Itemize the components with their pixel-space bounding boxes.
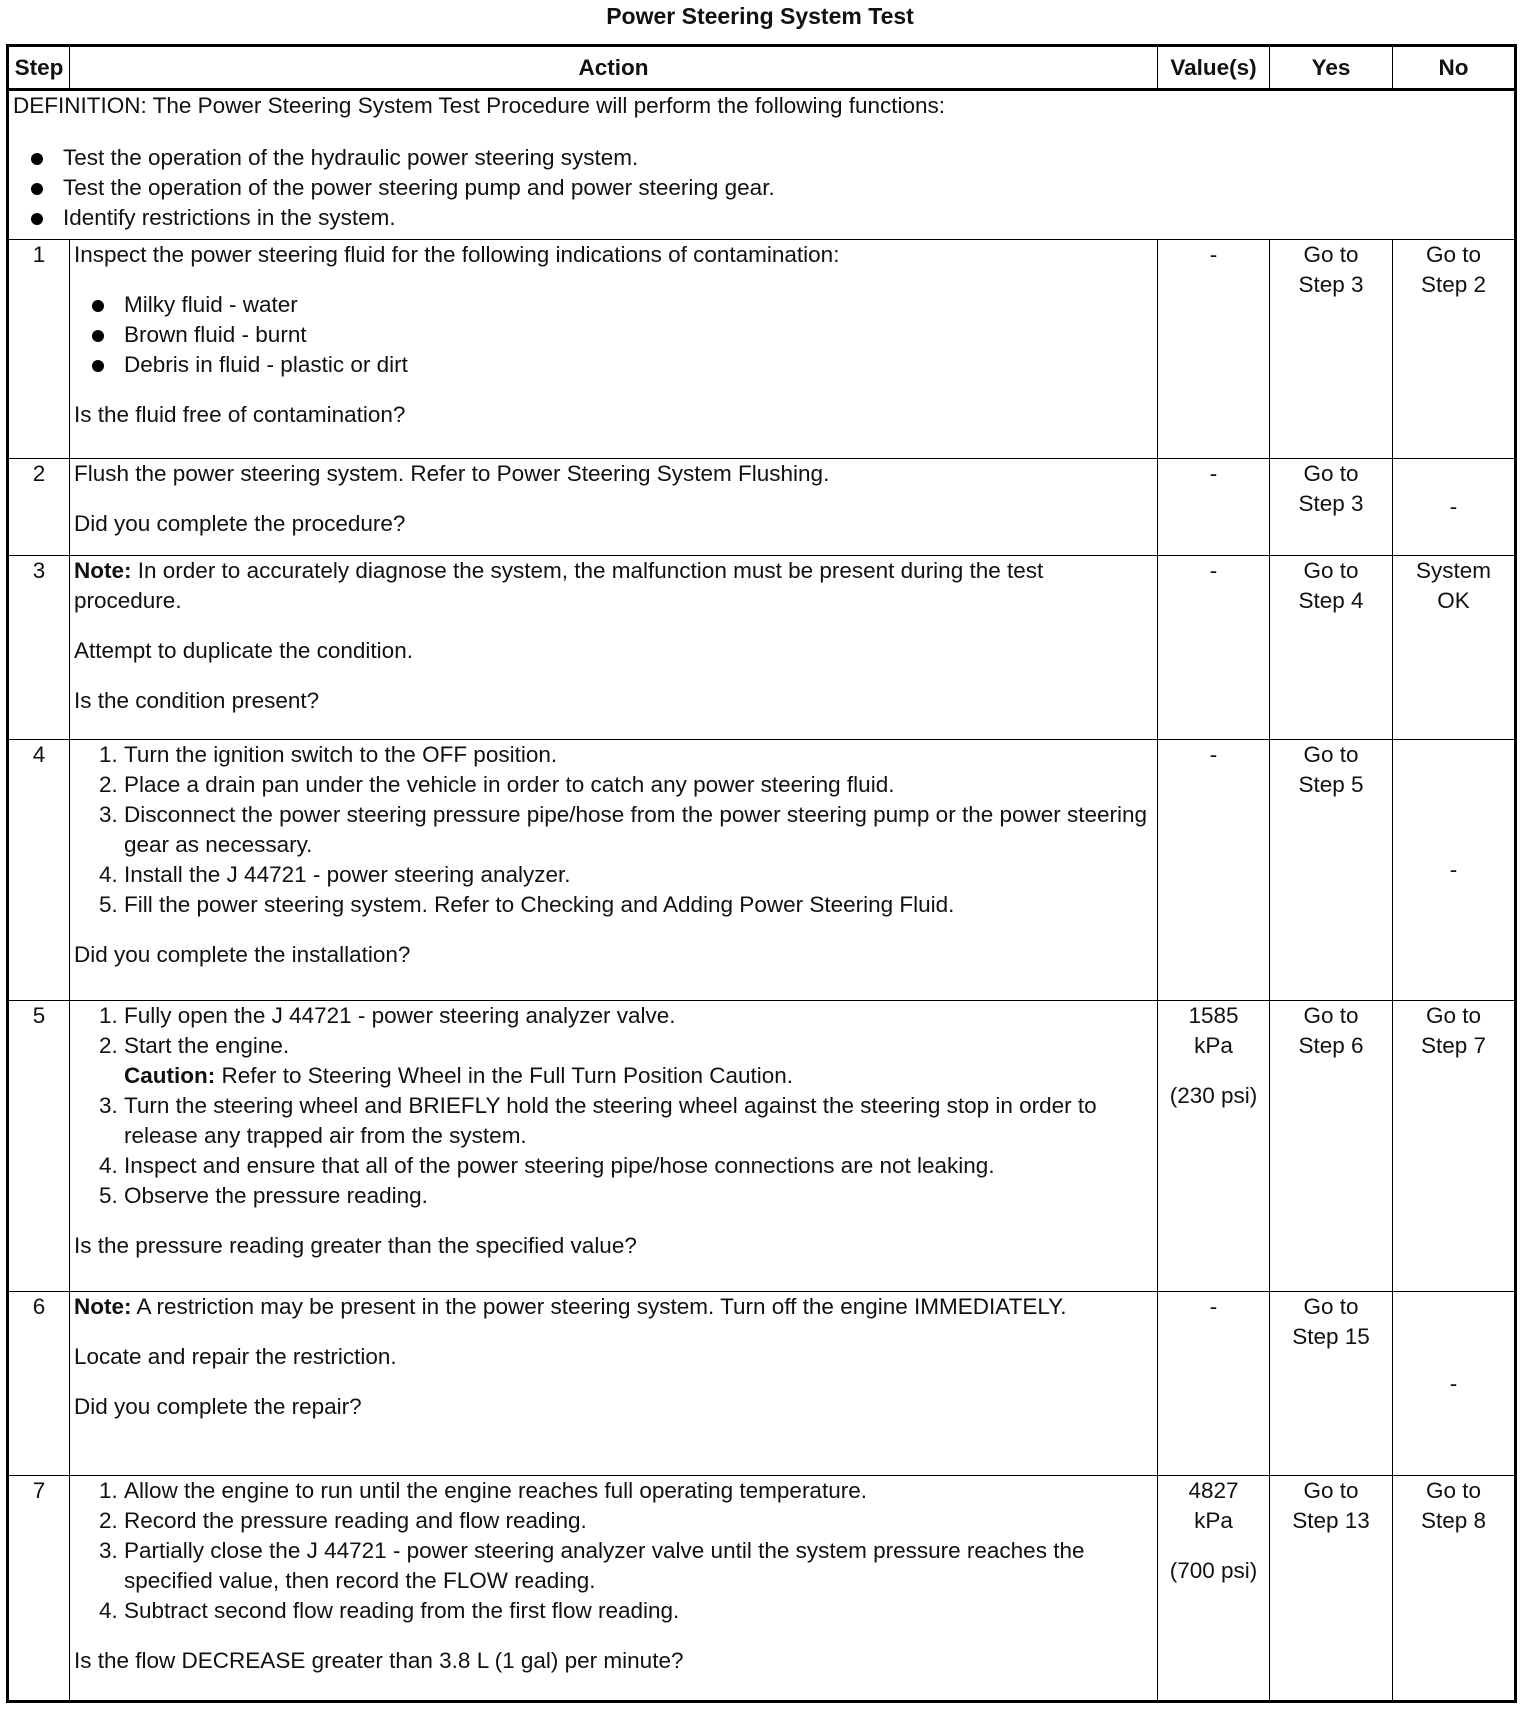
yes-no-line: Go to: [1303, 1003, 1359, 1028]
step-yes: [1270, 740, 1393, 1001]
step-no: -: [1393, 459, 1516, 556]
list-item: 5. Fill the power steering system. Refer to Checking and Adding Power Steering Fluid.: [124, 890, 1153, 920]
definition-list: [13, 143, 1510, 233]
list-item: Test the operation of the power steering pump and power steering gear.: [13, 173, 1510, 203]
step-number: 6: [8, 1292, 70, 1476]
step-yes: [1270, 1001, 1393, 1292]
step-value: [1158, 1476, 1270, 1702]
definition-row: [8, 90, 1516, 240]
header-values: Value(s): [1158, 46, 1270, 90]
step-question: Is the pressure reading greater than the specified value?: [74, 1233, 637, 1258]
list-item: 2. Place a drain pan under the vehicle in order to catch any power steering fluid.: [124, 770, 1153, 800]
yes-no-line: Go to: [1303, 558, 1359, 583]
header-yes: Yes: [1270, 46, 1393, 90]
yes-no-line: Go to: [1425, 1478, 1482, 1503]
step-number: 4: [8, 740, 70, 1001]
yes-no-line: Step 5: [1298, 772, 1364, 797]
step-question: Is the flow DECREASE greater than 3.8 L (1 gal) per minute?: [74, 1648, 684, 1673]
yes-no-line: Go to: [1303, 1478, 1359, 1503]
step-action: [70, 459, 1158, 556]
yes-no-line: Go to: [1425, 1003, 1482, 1028]
step-action: [70, 556, 1158, 740]
header-no: No: [1393, 46, 1516, 90]
value-primary: 4827 kPa: [1188, 1478, 1239, 1533]
item-text: Start the engine.: [124, 1033, 290, 1058]
step-value: -: [1158, 740, 1270, 1001]
step-note: [74, 556, 1153, 616]
step-action: [70, 740, 1158, 1001]
table-row: [8, 740, 1516, 1001]
caution: [124, 1061, 1153, 1091]
procedure-table: [6, 44, 1517, 1703]
yes-no-line: Step 15: [1292, 1324, 1370, 1349]
step-no: -: [1393, 740, 1516, 1001]
step-number: 7: [8, 1476, 70, 1702]
list-item: 5. Observe the pressure reading.: [124, 1181, 1153, 1211]
step-no: -: [1393, 1292, 1516, 1476]
step-question: Did you complete the repair?: [74, 1394, 362, 1419]
step-text: Flush the power steering system. Refer to Power Steering System Flushing.: [74, 461, 830, 486]
yes-no-line: System: [1415, 558, 1491, 583]
table-row: [8, 1476, 1516, 1702]
value-secondary: (700 psi): [1169, 1558, 1258, 1583]
yes-no-line: Go to: [1425, 242, 1482, 267]
step-question: Is the fluid free of contamination?: [74, 402, 406, 427]
step-yes: [1270, 1292, 1393, 1476]
step-action: [70, 240, 1158, 459]
step-instructions: [74, 740, 1153, 920]
yes-no-line: Go to: [1303, 242, 1359, 267]
step-value: [1158, 1001, 1270, 1292]
step-question: Is the condition present?: [74, 688, 320, 713]
list-item: 3. Partially close the J 44721 - power steering analyzer valve until the system pressure reaches the specified value, then record the FLOW reading.: [124, 1536, 1153, 1596]
yes-no-line: Step 7: [1420, 1033, 1487, 1058]
list-item: 3. Disconnect the power steering pressure pipe/hose from the power steering pump or the power steering gear as necessary.: [124, 800, 1153, 860]
caution-label: Caution:: [124, 1063, 216, 1088]
header-row: [8, 46, 1516, 90]
step-yes: [1270, 1476, 1393, 1702]
step-yes: [1270, 556, 1393, 740]
list-item: Milky fluid - water: [74, 290, 1153, 320]
page-title: Power Steering System Test: [606, 3, 914, 29]
definition-cell: [8, 90, 1516, 240]
value-secondary: (230 psi): [1169, 1083, 1258, 1108]
list-item: 2. Record the pressure reading and flow reading.: [124, 1506, 1153, 1536]
step-yes: [1270, 240, 1393, 459]
step-number: 2: [8, 459, 70, 556]
step-no: [1393, 240, 1516, 459]
step-instructions: [74, 1476, 1153, 1626]
list-item: 4. Inspect and ensure that all of the power steering pipe/hose connections are not leaking.: [124, 1151, 1153, 1181]
step-yes: [1270, 459, 1393, 556]
step-value: -: [1158, 240, 1270, 459]
step-question: Did you complete the installation?: [74, 942, 411, 967]
note-text: In order to accurately diagnose the system, the malfunction must be present during the test procedure.: [74, 558, 1044, 613]
step-text: Locate and repair the restriction.: [74, 1344, 397, 1369]
step-value: -: [1158, 1292, 1270, 1476]
step-number: 5: [8, 1001, 70, 1292]
yes-no-line: Step 6: [1298, 1033, 1364, 1058]
step-number: 1: [8, 240, 70, 459]
yes-no-line: Step 3: [1298, 491, 1364, 516]
caution-text: Refer to Steering Wheel in the Full Turn Position Caution.: [221, 1063, 794, 1088]
table-row: [8, 1001, 1516, 1292]
list-item: 1. Fully open the J 44721 - power steering analyzer valve.: [124, 1001, 1153, 1031]
yes-no-line: Step 13: [1292, 1508, 1370, 1533]
list-item: [124, 1031, 1153, 1091]
step-text: Attempt to duplicate the condition.: [74, 638, 413, 663]
yes-no-line: OK: [1437, 588, 1470, 613]
note-text: A restriction may be present in the power steering system. Turn off the engine IMMEDIATELY.: [136, 1294, 1067, 1319]
table-row: [8, 459, 1516, 556]
table-row: [8, 240, 1516, 459]
step-value: -: [1158, 556, 1270, 740]
yes-no-line: Go to: [1303, 742, 1359, 767]
list-item: 3. Turn the steering wheel and BRIEFLY hold the steering wheel against the steering stop in order to release any trapped air from the system.: [124, 1091, 1153, 1151]
yes-no-line: Go to: [1303, 461, 1359, 486]
list-item: Debris in fluid - plastic or dirt: [74, 350, 1153, 380]
yes-no-line: Go to: [1303, 1294, 1359, 1319]
step-no: [1393, 1001, 1516, 1292]
list-item: Test the operation of the hydraulic power steering system.: [13, 143, 1510, 173]
step-value: -: [1158, 459, 1270, 556]
list-item: 4. Subtract second flow reading from the first flow reading.: [124, 1596, 1153, 1626]
step-instructions: [74, 1001, 1153, 1211]
note-label: Note:: [74, 558, 132, 583]
step-question: Did you complete the procedure?: [74, 511, 406, 536]
list-item: 4. Install the J 44721 - power steering analyzer.: [124, 860, 1153, 890]
yes-no-line: Step 2: [1420, 272, 1487, 297]
step-bullets: [74, 290, 1153, 380]
step-note: [74, 1292, 1153, 1322]
header-step: Step: [8, 46, 70, 90]
yes-no-line: Step 8: [1420, 1508, 1487, 1533]
header-action: Action: [70, 46, 1158, 90]
table-row: [8, 556, 1516, 740]
step-no: [1393, 1476, 1516, 1702]
list-item: 1. Turn the ignition switch to the OFF position.: [124, 740, 1153, 770]
list-item: 1. Allow the engine to run until the engine reaches full operating temperature.: [124, 1476, 1153, 1506]
step-number: 3: [8, 556, 70, 740]
list-item: Brown fluid - burnt: [74, 320, 1153, 350]
table-row: [8, 1292, 1516, 1476]
step-intro: Inspect the power steering fluid for the following indications of contamination:: [74, 242, 840, 267]
yes-no-line: Step 4: [1298, 588, 1364, 613]
value-primary: 1585 kPa: [1188, 1003, 1239, 1058]
step-action: [70, 1292, 1158, 1476]
step-action: [70, 1476, 1158, 1702]
step-no: [1393, 556, 1516, 740]
step-action: [70, 1001, 1158, 1292]
list-item: Identify restrictions in the system.: [13, 203, 1510, 233]
note-label: Note:: [74, 1294, 132, 1319]
definition-text: DEFINITION: The Power Steering System Test Procedure will perform the following functions:: [13, 93, 946, 118]
yes-no-line: Step 3: [1298, 272, 1364, 297]
